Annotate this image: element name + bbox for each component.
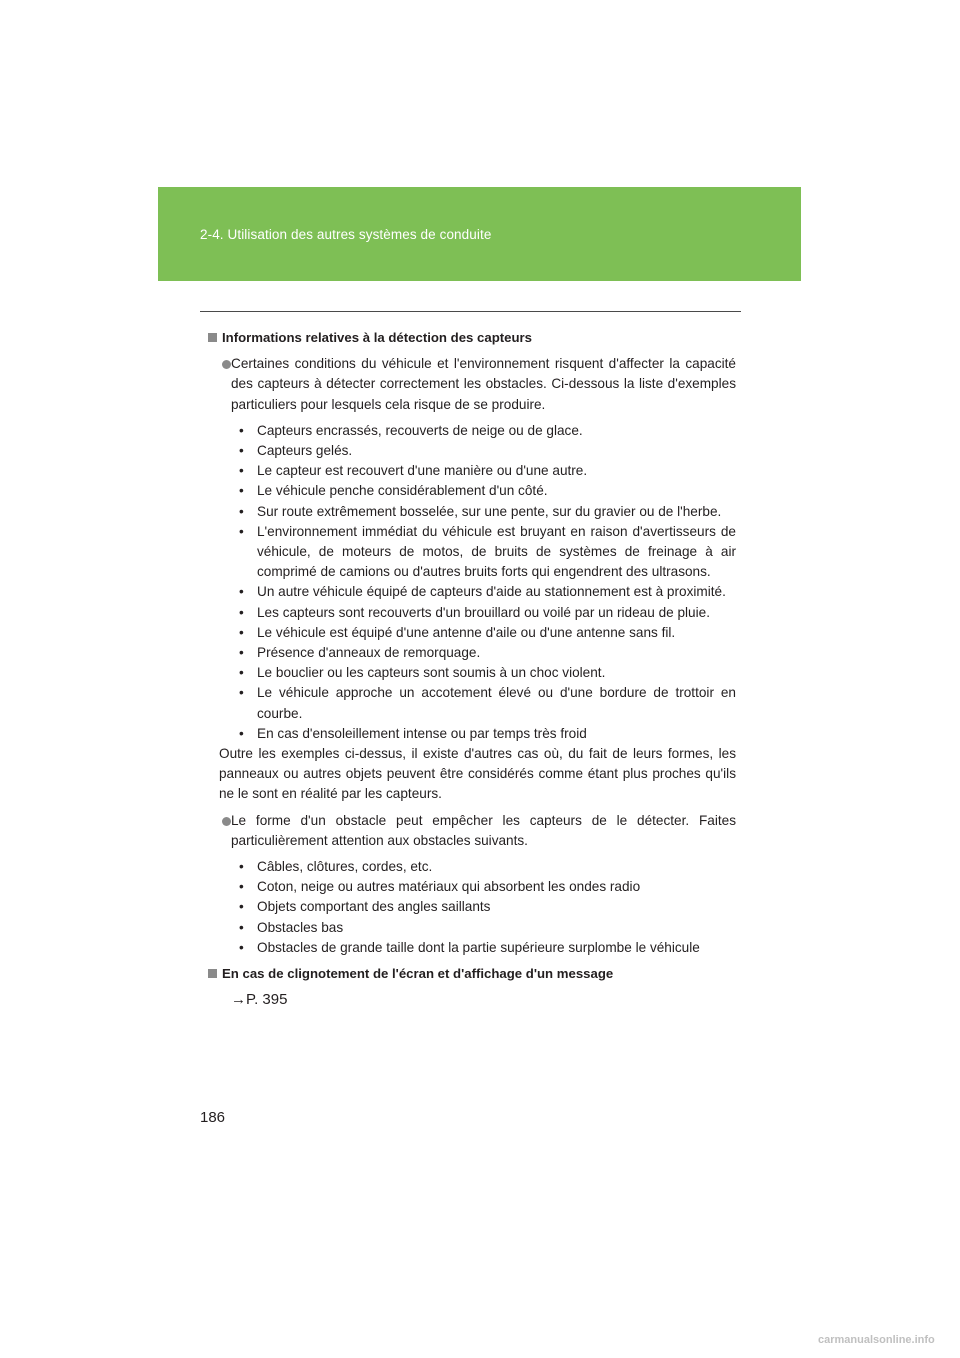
square-bullet-icon [208, 969, 217, 978]
page-content [207, 328, 736, 1011]
circle-item-text: Certaines conditions du véhicule et l'environnement risquent d'affecter la capacité des capteurs à détecter correctement les obstacles. Ci-dessous la liste d'exemples particuliers pour lesquels cela risque de se produire. [231, 356, 736, 412]
section-heading-sensor-detection [208, 328, 736, 348]
list-item: • Capteurs gelés. [239, 443, 353, 459]
list-item: • Objets comportant des angles saillants [239, 899, 491, 915]
header-divider [200, 311, 741, 312]
section-heading-text: En cas de clignotement de l'écran et d'affichage d'un message [222, 966, 614, 982]
circle-item-obstacle-shape [207, 811, 736, 851]
list-item: • L'environnement immédiat du véhicule est bruyant en raison d'avertisseurs de véhicule, de moteurs de motos, de bruits de systèmes de freinage à air comprimé de camions ou d'autres bruits forts qui engendrent des ultrasons. [239, 523, 736, 580]
list-item: • Le véhicule penche considérablement d'un côté. [239, 483, 548, 499]
watermark: carmanualsonline.info [818, 1334, 935, 1346]
list-item: • Câbles, clôtures, cordes, etc. [239, 859, 433, 875]
circle-item-conditions [207, 354, 736, 415]
list-item: • Présence d'anneaux de remorquage. [239, 645, 481, 661]
list-item: • Capteurs encrassés, recouverts de neige ou de glace. [239, 422, 583, 438]
circle-item-text: Le forme d'un obstacle peut empêcher les capteurs de le détecter. Faites particulièrement attention aux obstacles suivants. [231, 812, 736, 848]
page-number: 186 [200, 1109, 226, 1126]
list-item: • En cas d'ensoleillement intense ou par temps très froid [239, 725, 587, 741]
obstacles-bullet-list [207, 857, 736, 958]
section-heading-text: Informations relatives à la détection des capteurs [222, 330, 533, 345]
list-item: • Le véhicule est équipé d'une antenne d'aile ou d'une antenne sans fil. [239, 624, 676, 640]
square-bullet-icon [208, 333, 217, 342]
list-item: • Coton, neige ou autres matériaux qui absorbent les ondes radio [239, 879, 641, 895]
section-heading-screen-flashing [208, 964, 736, 984]
list-item: • Obstacles bas [239, 919, 344, 935]
chapter-section-title: 2-4. Utilisation des autres systèmes de conduite [200, 227, 492, 242]
list-item: • Le véhicule approche un accotement élevé ou d'une bordure de trottoir en courbe. [239, 685, 736, 721]
additional-cases-paragraph: Outre les exemples ci-dessus, il existe d'autres cas où, du fait de leurs formes, les panneaux ou autres objets peuvent être considérés comme étant plus proches qu'ils ne le sont en réalité par les capteurs. [219, 746, 736, 802]
list-item: • Un autre véhicule équipé de capteurs d'aide au stationnement est à proximité. [239, 584, 726, 600]
page-reference-link[interactable]: →P. 395 [231, 991, 288, 1009]
conditions-bullet-list [207, 421, 736, 744]
list-item: • Le capteur est recouvert d'une manière ou d'une autre. [239, 463, 588, 479]
chapter-header-band [158, 187, 801, 281]
list-item: • Sur route extrêmement bosselée, sur une pente, sur du gravier ou de l'herbe. [239, 503, 722, 519]
circle-bullet-icon [222, 817, 231, 826]
list-item: • Les capteurs sont recouverts d'un brouillard ou voilé par un rideau de pluie. [239, 604, 710, 620]
circle-bullet-icon [222, 360, 231, 369]
list-item: • Obstacles de grande taille dont la partie supérieure surplombe le véhicule [239, 939, 700, 955]
list-item: • Le bouclier ou les capteurs sont soumis à un choc violent. [239, 665, 606, 681]
